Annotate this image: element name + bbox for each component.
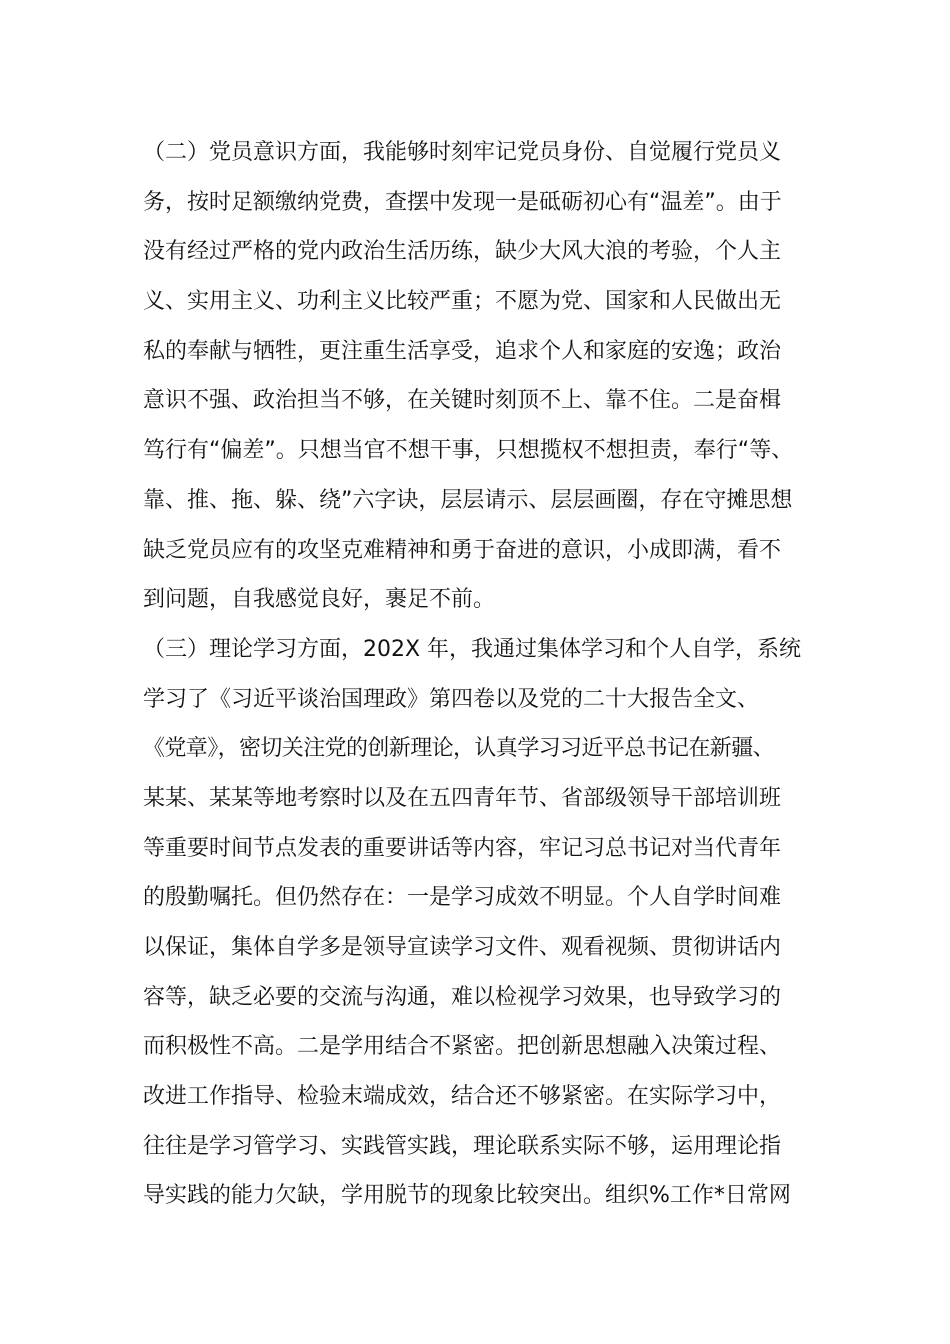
- text-line: 导实践的能力欠缺，学用脱节的现象比较突出。组织%工作*日常网: [143, 1183, 791, 1209]
- text-line: 没有经过严格的党内政治生活历练，缺少大风大浪的考验，个人主: [143, 239, 782, 265]
- text-line: 私的奉献与牺牲，更注重生活享受，追求个人和家庭的安逸；政治: [143, 338, 782, 364]
- text-line: 义、实用主义、功利主义比较严重；不愿为党、国家和人民做出无: [143, 289, 782, 315]
- text-line: 而积极性不高。二是学用结合不紧密。把创新思想融入决策过程、: [143, 1034, 782, 1060]
- text-line: 往往是学习管学习、实践管实践，理论联系实际不够，运用理论指: [143, 1133, 782, 1159]
- text-line: 改进工作指导、检验末端成效，结合还不够紧密。在实际学习中，: [143, 1084, 782, 1110]
- text-line: 务，按时足额缴纳党费，查摆中发现一是砥砺初心有“温差”。由于: [143, 189, 782, 215]
- text-line: 缺乏党员应有的攻坚克难精神和勇于奋进的意识，小成即满，看不: [143, 537, 782, 563]
- text-line: 以保证，集体自学多是领导宣读学习文件、观看视频、贯彻讲话内: [143, 935, 782, 960]
- text-line: 等重要时间节点发表的重要讲话等内容，牢记习总书记对当代青年: [143, 835, 782, 861]
- text-line: 意识不强、政治担当不够，在关键时刻顶不上、靠不住。二是奋楫: [143, 388, 782, 414]
- text-line: 靠、推、拖、躲、绕”六字诀，层层请示、层层画圈，存在守摊思想: [143, 487, 793, 513]
- text-line: （二）党员意识方面，我能够时刻牢记党员身份、自觉履行党员义: [143, 140, 782, 165]
- text-line: 《党章》，密切关注党的创新理论，认真学习习近平总书记在新疆、: [143, 736, 775, 762]
- text-line: 到问题，自我感觉良好，裹足不前。: [143, 587, 496, 613]
- document-body: [143, 128, 823, 1221]
- text-line: 的殷勤嘱托。但仍然存在：一是学习成效不明显。个人自学时间难: [143, 885, 782, 911]
- text-line: 容等，缺乏必要的交流与沟通，难以检视学习效果，也导致学习的: [143, 984, 782, 1010]
- text-line: （三）理论学习方面，202X 年，我通过集体学习和个人自学，系统: [143, 636, 802, 662]
- text-line: 某某、某某等地考察时以及在五四青年节、省部级领导干部培训班: [143, 785, 782, 811]
- text-line: 笃行有“偏差”。只想当官不想干事，只想揽权不想担责，奉行“等、: [143, 438, 794, 464]
- text-line: 学习了《习近平谈治国理政》第四卷以及党的二十大报告全文、: [143, 686, 760, 712]
